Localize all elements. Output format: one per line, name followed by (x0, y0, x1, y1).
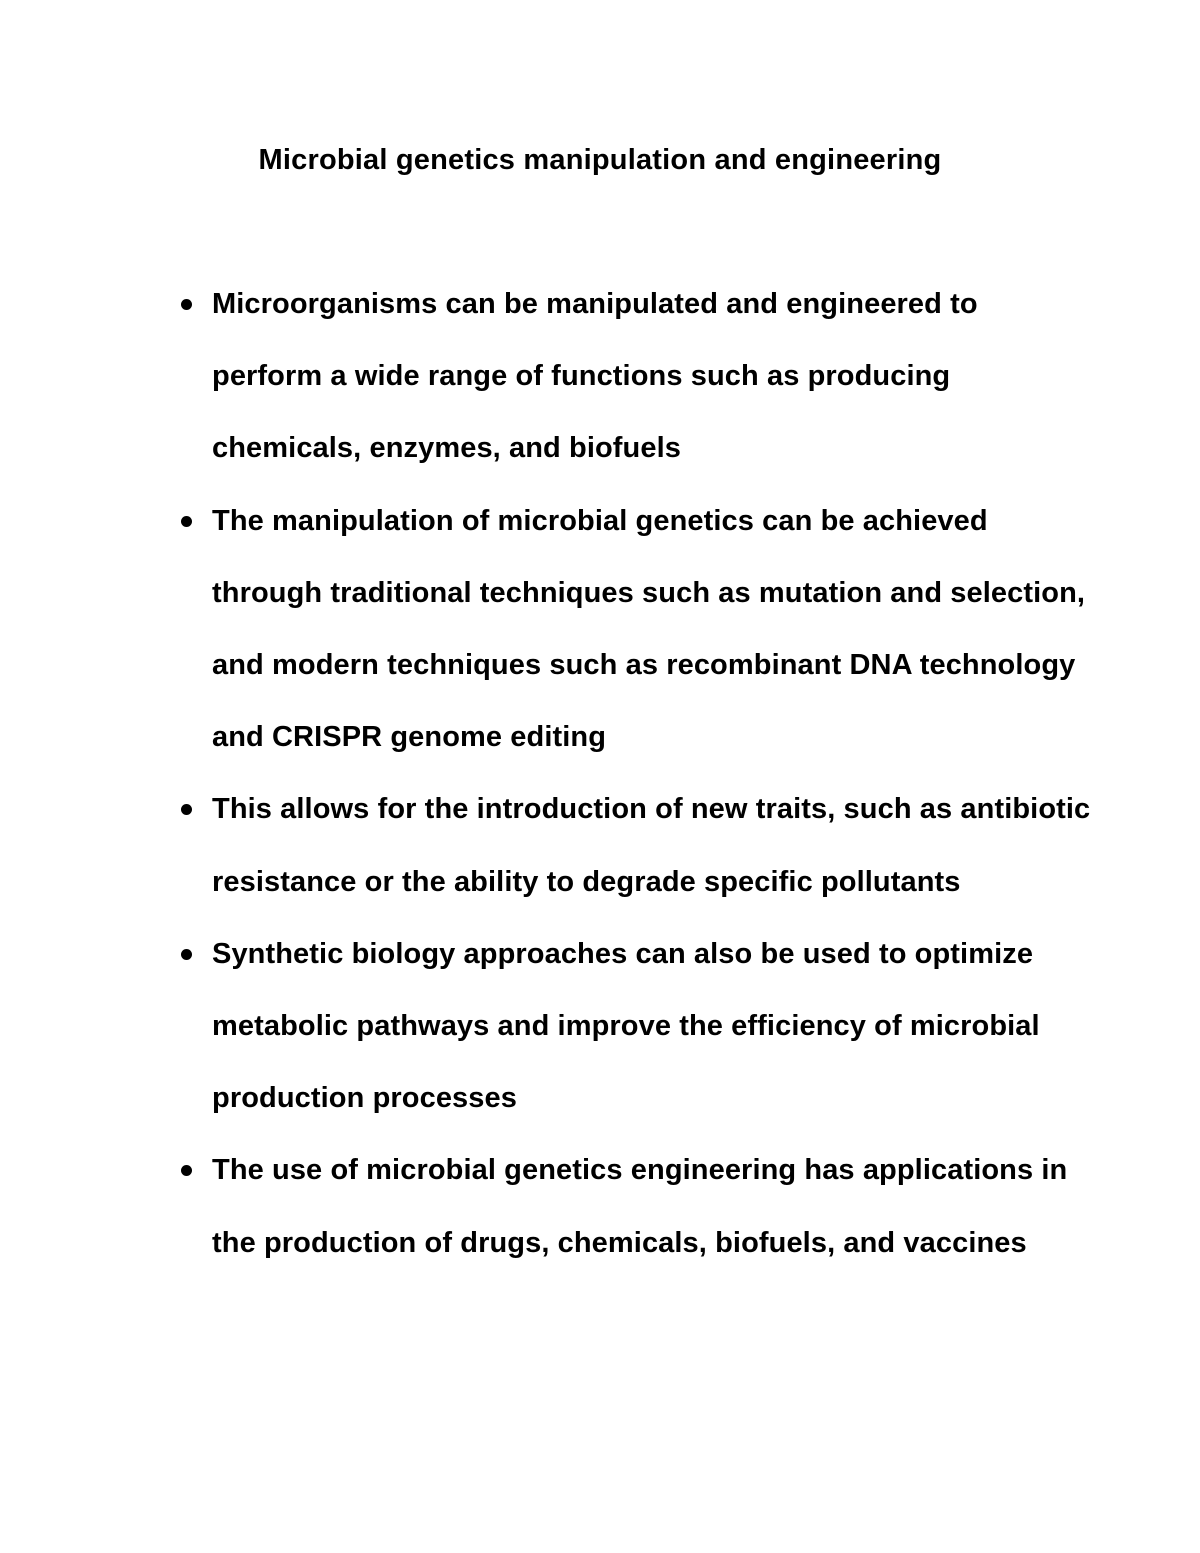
bullet-item (212, 918, 1092, 1135)
bullet-text: The use of microbial genetics engineering has applications in the production of drugs, chemicals, biofuels, and vaccines (212, 1154, 1068, 1259)
bullet-text: Synthetic biology approaches can also be used to optimize metabolic pathways and improve the efficiency of microbial production processes (212, 937, 1040, 1115)
bullet-point-icon (181, 804, 192, 815)
document-title: Microbial genetics manipulation and engineering (258, 144, 942, 176)
bullet-text: This allows for the introduction of new traits, such as antibiotic resistance or the ability to degrade specific pollutants (212, 793, 1091, 898)
bullet-item (212, 268, 1092, 485)
bullet-item (212, 1134, 1092, 1278)
bullet-text: Microorganisms can be manipulated and engineered to perform a wide range of functions such as producing chemicals, enzymes, and biofuels (212, 288, 978, 465)
bullet-item (212, 485, 1092, 774)
bullet-list (212, 268, 1092, 1279)
bullet-point-icon (181, 516, 192, 527)
bullet-point-icon (181, 1165, 192, 1176)
bullet-point-icon (181, 299, 192, 310)
bullet-point-icon (181, 949, 192, 960)
bullet-item (212, 773, 1092, 917)
bullet-text: The manipulation of microbial genetics can be achieved through traditional techniques such as mutation and selection, and modern techniques such as recombinant DNA technology and CRISPR genome editing (212, 504, 1086, 754)
